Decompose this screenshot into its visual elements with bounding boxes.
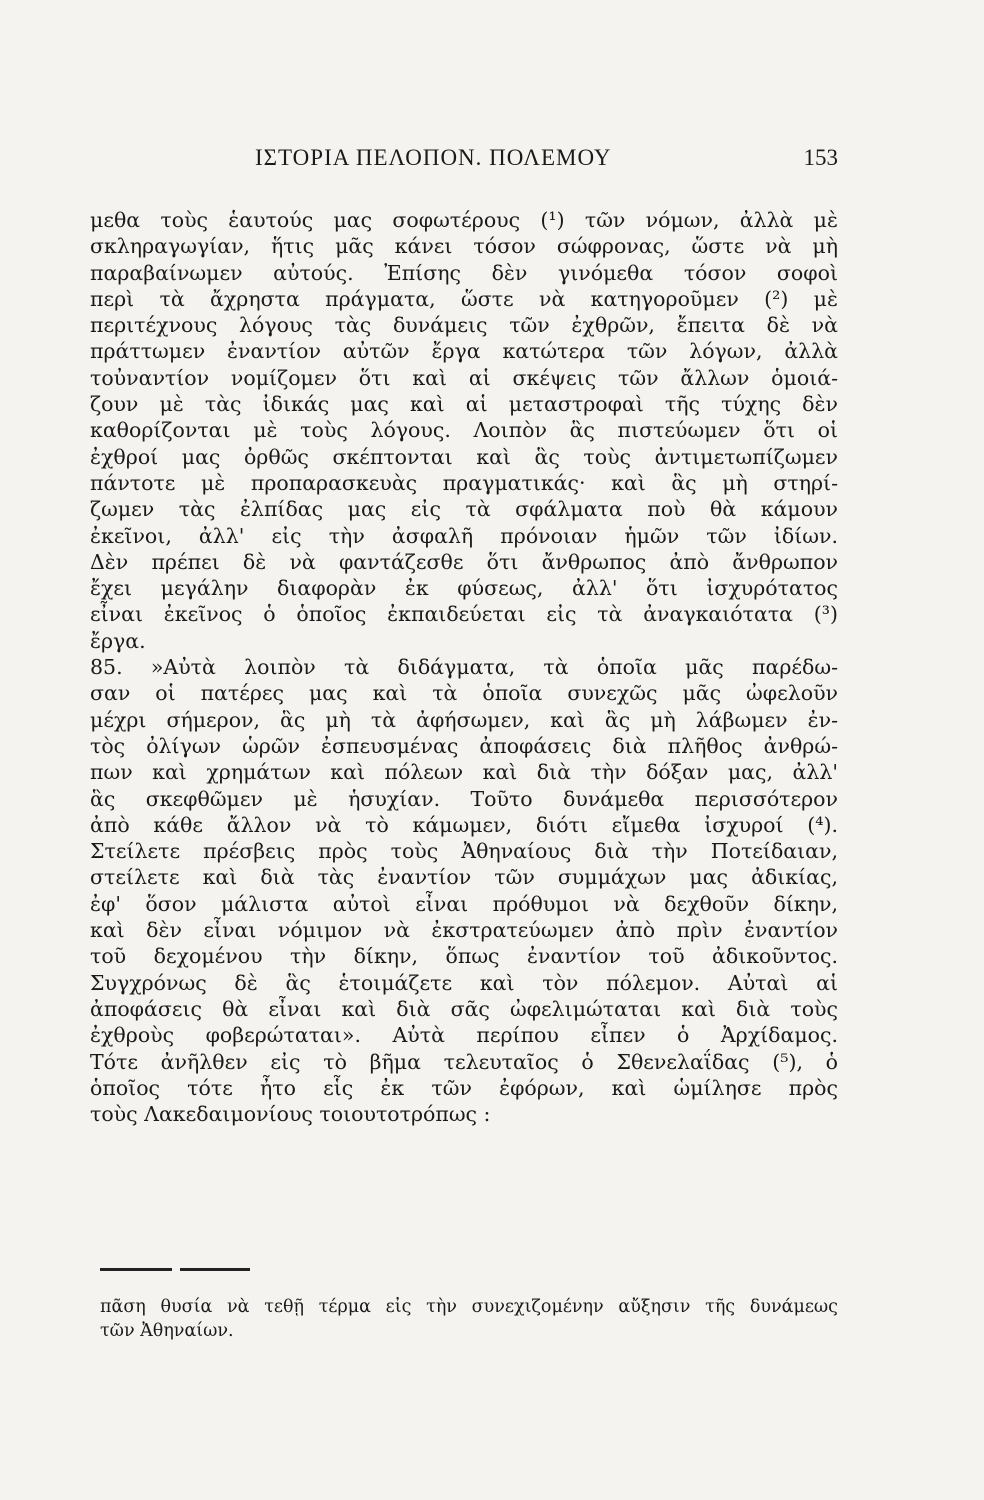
- text-line: σαν οἱ πατέρες μας καὶ τὰ ὁποῖα συνεχῶς μᾶς ὠφελοῦν: [90, 681, 838, 706]
- text-line: πράττωμεν ἐναντίον αὐτῶν ἔργα κατώτερα τῶν λόγων, ἀλλὰ: [90, 339, 838, 364]
- text-line: τοὐναντίον νομίζομεν ὅτι καὶ αἱ σκέψεις τῶν ἄλλων ὁμοιά-: [90, 365, 838, 390]
- text-line: μεθα τοὺς ἑαυτούς μας σοφωτέρους (¹) τῶν νόμων, ἀλλὰ μὲ: [90, 208, 838, 232]
- text-line: περιτέχνους λόγους τὰς δυνάμεις τῶν ἐχθρῶν, ἔπειτα δὲ νὰ: [90, 313, 838, 338]
- text-line: ἔχει μεγάλην διαφορὰν ἐκ φύσεως, ἀλλ' ὅτι ἰσχυρότατος: [90, 576, 838, 601]
- text-line: σκληραγωγίαν, ἥτις μᾶς κάνει τόσον σώφρονας, ὥστε νὰ μὴ: [90, 234, 838, 259]
- text-line: ἐφ' ὅσον μάλιστα αὐτοὶ εἶναι πρόθυμοι νὰ δεχθοῦν δίκην,: [90, 891, 838, 916]
- text-line: Στείλετε πρέσβεις πρὸς τοὺς Ἀθηναίους διὰ τὴν Ποτείδαιαν,: [90, 839, 838, 864]
- text-line: ζωμεν τὰς ἐλπίδας μας εἰς τὰ σφάλματα ποὺ θὰ κάμουν: [90, 497, 838, 522]
- text-line: καθορίζονται μὲ τοὺς λόγους. Λοιπὸν ἃς πιστεύωμεν ὅτι οἱ: [90, 418, 838, 443]
- text-line: τὸς ὀλίγων ὡρῶν ἐσπευσμένας ἀποφάσεις διὰ πλῆθος ἀνθρώ-: [90, 733, 838, 758]
- text-line: Τότε ἀνῆλθεν εἰς τὸ βῆμα τελευταῖος ὁ Σθενελαΐδας (⁵), ὁ: [90, 1049, 838, 1074]
- text-line: τοῦ δεχομένου τὴν δίκην, ὅπως ἐναντίον τοῦ ἀδικοῦντος.: [90, 944, 838, 969]
- page-header: [90, 145, 838, 175]
- text-line: περὶ τὰ ἄχρηστα πράγματα, ὥστε νὰ κατηγοροῦμεν (²) μὲ: [90, 286, 838, 311]
- text-line: παραβαίνωμεν αὐτούς. Ἐπίσης δὲν γινόμεθα τόσον σοφοὶ: [90, 260, 838, 285]
- text-line: ἐχθροί μας ὀρθῶς σκέπτονται καὶ ἃς τοὺς ἀντιμετωπίζωμεν: [90, 444, 838, 469]
- text-line: Συγχρόνως δὲ ἃς ἑτοιμάζετε καὶ τὸν πόλεμον. Αὐταὶ αἱ: [90, 970, 838, 995]
- footnotes: [100, 1295, 838, 1343]
- text-line: καὶ δὲν εἶναι νόμιμον νὰ ἐκστρατεύωμεν ἀπὸ πρὶν ἐναντίον: [90, 918, 838, 943]
- footnote-divider: [100, 1268, 172, 1271]
- text-line: ἐκεῖνοι, ἀλλ' εἰς τὴν ἀσφαλῆ πρόνοιαν ἡμῶν τῶν ἰδίων.: [90, 523, 838, 548]
- body-text: [90, 207, 838, 1127]
- text-line: ὁποῖος τότε ἦτο εἷς ἐκ τῶν ἐφόρων, καὶ ὡμίλησε πρὸς: [90, 1075, 838, 1100]
- text-line: πάντοτε μὲ προπαρασκευὰς πραγματικάς· καὶ ἃς μὴ στηρί-: [90, 470, 838, 495]
- text-line: ἀπὸ κάθε ἄλλον νὰ τὸ κάμωμεν, διότι εἴμεθα ἰσχυροί (⁴).: [90, 812, 838, 837]
- paragraph-end-line: ἔργα.: [90, 628, 146, 653]
- footnote-line: τῶν Ἀθηναίων.: [100, 1321, 234, 1341]
- text-line: πων καὶ χρημάτων καὶ πόλεων καὶ διὰ τὴν δόξαν μας, ἀλλ': [90, 760, 838, 785]
- text-line: εἶναι ἐκεῖνος ὁ ὁποῖος ἐκπαιδεύεται εἰς τὰ ἀναγκαιότατα (³): [90, 602, 838, 627]
- text-line: στείλετε καὶ διὰ τὰς ἐναντίον τῶν συμμάχων μας ἀδικίας,: [90, 865, 838, 890]
- running-title: ΙΣΤΟΡΙΑ ΠΕΛΟΠΟΝ. ΠΟΛΕΜΟΥ: [255, 145, 612, 170]
- text-line: ἃς σκεφθῶμεν μὲ ἡσυχίαν. Τοῦτο δυνάμεθα περισσότερον: [90, 786, 838, 811]
- footnote-divider: [180, 1268, 250, 1271]
- text-line: ἐχθροὺς φοβερώταται». Αὐτὰ περίπου εἶπεν ὁ Ἀρχίδαμος.: [90, 1023, 838, 1048]
- text-line: ἀποφάσεις θὰ εἶναι καὶ διὰ σᾶς ὠφελιμώταται καὶ διὰ τοὺς: [90, 996, 838, 1021]
- paragraph-end-line: τοὺς Λακεδαιμονίους τοιουτοτρόπως :: [90, 1102, 491, 1127]
- text-line: μέχρι σήμερον, ἃς μὴ τὰ ἀφήσωμεν, καὶ ἃς μὴ λάβωμεν ἐν-: [90, 707, 838, 732]
- page-number: 153: [803, 145, 838, 170]
- section-85-start-line: 85. »Αὐτὰ λοιπὸν τὰ διδάγματα, τὰ ὁποῖα μᾶς παρέδω-: [90, 655, 838, 680]
- text-line: ζουν μὲ τὰς ἰδικάς μας καὶ αἱ μεταστροφαὶ τῆς τύχης δὲν: [90, 392, 838, 417]
- text-line: Δὲν πρέπει δὲ νὰ φαντάζεσθε ὅτι ἄνθρωπος ἀπὸ ἄνθρωπον: [90, 549, 838, 574]
- footnote-line: πᾶση θυσία νὰ τεθῇ τέρμα εἰς τὴν συνεχιζομένην αὔξησιν τῆς δυνάμεως: [100, 1297, 838, 1317]
